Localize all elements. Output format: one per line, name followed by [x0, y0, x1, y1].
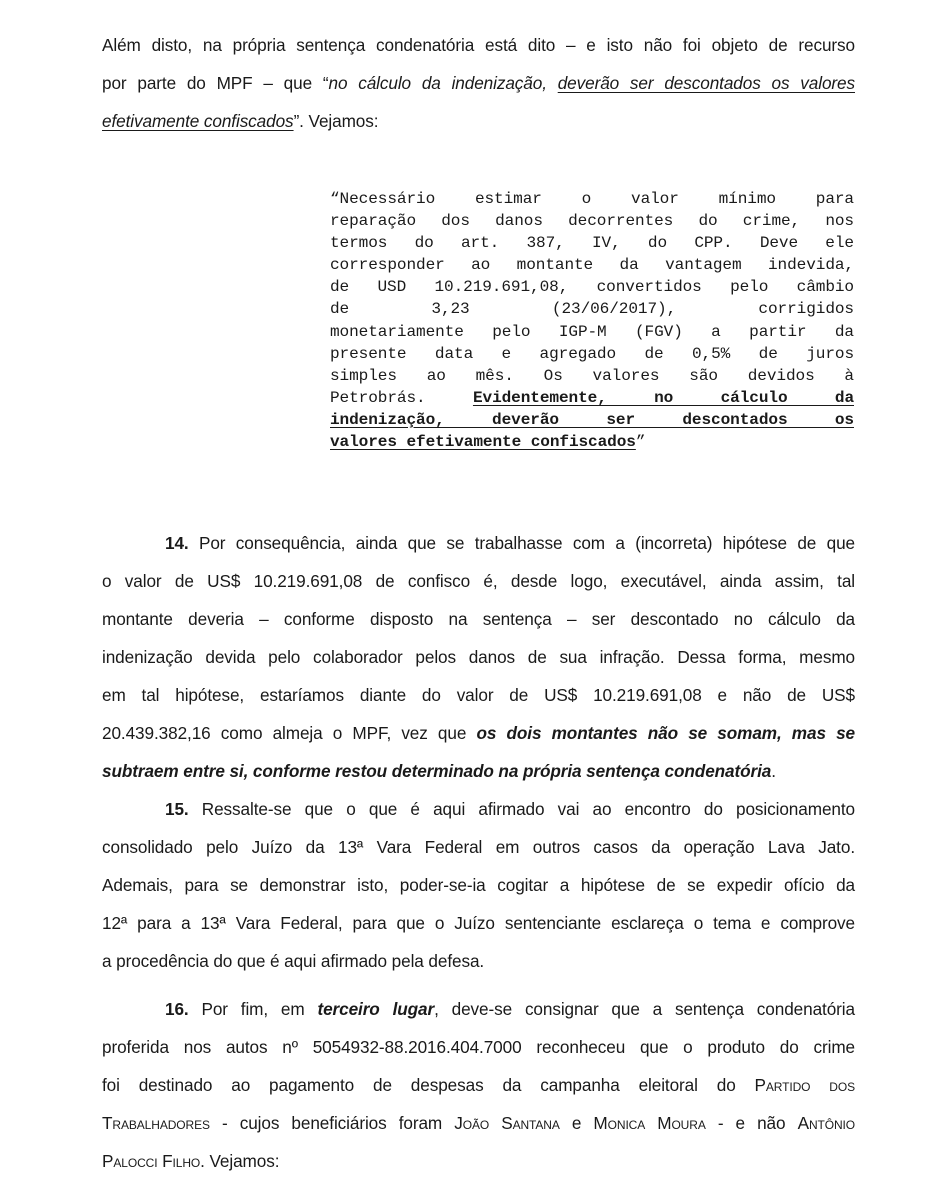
paragraph-text: .: [771, 761, 776, 781]
intro-line-3: [102, 111, 855, 132]
paragraph-16-line-1: [165, 999, 855, 1020]
quote-line: reparação dos danos decorrentes do crime, nos: [330, 212, 854, 231]
paragraph-14-line-4: indenização devida pelo colaborador pelos danos de sua infração. Dessa forma, mesmo: [102, 647, 855, 667]
quote-line: presente data e agregado de 0,5% de juros: [330, 344, 854, 363]
paragraph-text: e: [559, 1113, 594, 1133]
quote-reference-underlined-end: efetivamente confiscados: [102, 111, 294, 131]
paragraph-text: , deve-se consignar que a sentença condenatória: [434, 999, 855, 1019]
quote-line: de USD 10.219.691,08, convertidos pelo câmbio: [330, 278, 854, 297]
paragraph-number: 14.: [165, 533, 189, 553]
paragraph-emphasis: terceiro lugar: [317, 999, 435, 1019]
quote-line: termos do art. 387, IV, do CPP. Deve ele: [330, 234, 854, 253]
paragraph-16-line-4: [102, 1113, 855, 1134]
quote-line: [330, 387, 854, 409]
quote-close-mark: ”: [635, 433, 646, 452]
quote-line: simples ao mês. Os valores são devidos à: [330, 366, 854, 385]
paragraph-14-line-3: montante deveria – conforme disposto na sentença – ser descontado no cálculo da: [102, 609, 855, 629]
block-quote: [330, 188, 854, 453]
quote-text: Petrobrás.: [330, 388, 473, 407]
party-name: Trabalhadores: [102, 1113, 210, 1133]
paragraph-14-line-6: [102, 723, 855, 744]
paragraph-15-line-5: a procedência do que é aqui afirmado pela defesa.: [102, 951, 485, 971]
person-name: Palocci Filho: [102, 1151, 201, 1171]
paragraph-text: - e não: [705, 1113, 798, 1133]
person-name: João Santana: [454, 1113, 560, 1133]
person-name: Monica Moura: [593, 1113, 706, 1133]
paragraph-number: 15.: [165, 799, 189, 819]
paragraph-14-line-7: [102, 761, 855, 782]
paragraph-14-line-5: em tal hipótese, estaríamos diante do valor de US$ 10.219.691,08 e não de US$: [102, 685, 855, 705]
paragraph-15-line-3: Ademais, para se demonstrar isto, poder-se-ia cogitar a hipótese de se expedir ofício da: [102, 875, 855, 895]
quote-emphasis: valores efetivamente confiscados: [330, 433, 636, 452]
intro-line-2: [102, 73, 855, 94]
intro-line-2-text: por parte do MPF – que “: [102, 73, 329, 93]
paragraph-text: Ressalte-se que o que é aqui afirmado vai ao encontro do posicionamento: [188, 799, 855, 819]
paragraph-text: Por fim, em: [188, 999, 318, 1019]
intro-line-3-text: ”. Vejamos:: [293, 111, 379, 131]
paragraph-text: Por consequência, ainda que se trabalhasse com a (incorreta) hipótese de que: [188, 533, 855, 553]
paragraph-text: 20.439.382,16 como almeja o MPF, vez que: [102, 723, 477, 743]
quote-line: corresponder ao montante da vantagem indevida,: [330, 256, 854, 275]
paragraph-16-line-5: [102, 1151, 855, 1172]
intro-line-1: Além disto, na própria sentença condenatória está dito – e isto não foi objeto de recurso: [102, 35, 855, 55]
quote-line: de 3,23 (23/06/2017), corrigidos: [330, 300, 854, 319]
quote-line: [330, 409, 854, 431]
paragraph-emphasis: os dois montantes não se somam, mas se: [476, 723, 855, 743]
party-name: Partido dos: [754, 1075, 855, 1095]
paragraph-14-line-2: o valor de US$ 10.219.691,08 de confisco é, desde logo, executável, ainda assim, tal: [102, 571, 855, 591]
quote-line: monetariamente pelo IGP-M (FGV) a partir da: [330, 322, 854, 341]
quote-emphasis: Evidentemente, no cálculo da: [472, 388, 854, 407]
paragraph-14-line-1: [165, 533, 855, 554]
quote-emphasis: indenização, deverão ser descontados os: [330, 410, 854, 429]
paragraph-text: . Vejamos:: [200, 1151, 280, 1171]
quote-reference-italic: no cálculo da indenização,: [328, 73, 558, 93]
quote-line: [330, 431, 854, 453]
paragraph-15-line-1: [165, 799, 855, 820]
paragraph-text: - cujos beneficiários foram: [209, 1113, 455, 1133]
quote-reference-underlined: deverão ser descontados os valores: [557, 73, 855, 93]
person-name: Antônio: [797, 1113, 856, 1133]
quote-line: “Necessário estimar o valor mínimo para: [330, 190, 854, 208]
paragraph-15-line-2: consolidado pelo Juízo da 13ª Vara Federal em outros casos da operação Lava Jato.: [102, 837, 855, 857]
paragraph-emphasis: subtraem entre si, conforme restou determinado na própria sentença condenatória: [102, 761, 772, 781]
paragraph-number: 16.: [165, 999, 189, 1019]
paragraph-text: foi destinado ao pagamento de despesas da campanha eleitoral do: [102, 1075, 755, 1095]
paragraph-16-line-3: [102, 1075, 855, 1096]
paragraph-16-line-2: proferida nos autos nº 5054932-88.2016.404.7000 reconheceu que o produto do crime: [102, 1037, 855, 1057]
paragraph-15-line-4: 12ª para a 13ª Vara Federal, para que o Juízo sentenciante esclareça o tema e comprove: [102, 913, 855, 933]
